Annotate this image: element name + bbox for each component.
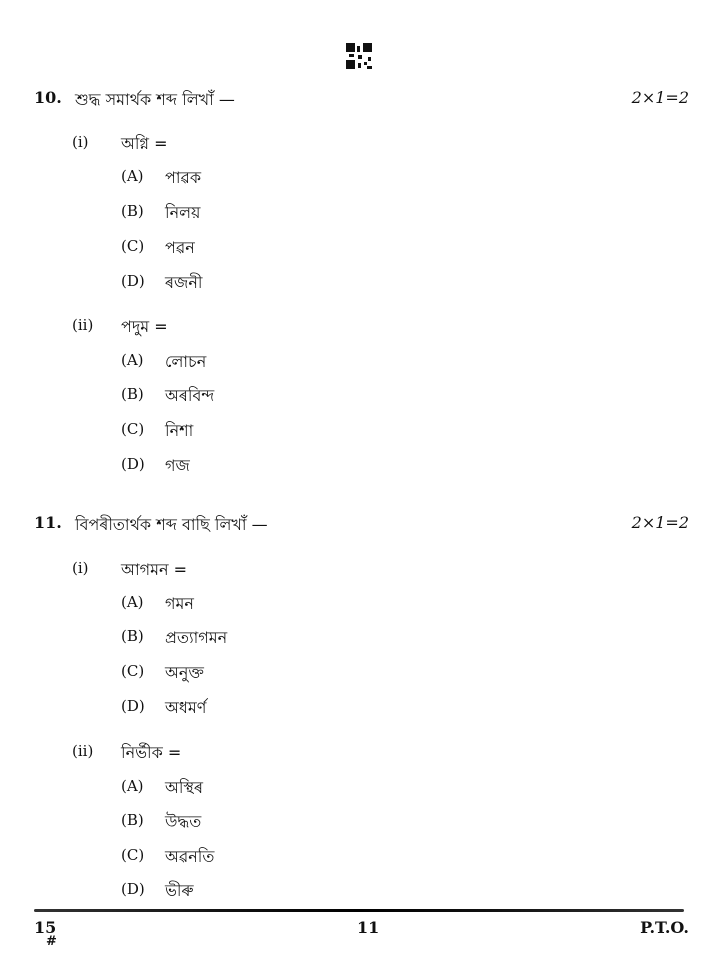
option-label: (A): [121, 777, 144, 795]
option-label: (B): [121, 627, 144, 645]
question-marks: 2×1=2: [631, 88, 689, 107]
subpart-text: নিৰ্ভীক =: [121, 743, 182, 762]
option-text: অৰবিন্দ: [165, 386, 215, 405]
option-text: নিলয়: [165, 203, 201, 222]
subpart-text: অগ্নি =: [121, 134, 168, 153]
option-text: ভীৰু: [165, 881, 194, 900]
option-text: নিশা: [165, 421, 194, 440]
option-label: (A): [121, 167, 144, 185]
option-label: (B): [121, 385, 144, 403]
question-text: বিপৰীতাৰ্থক শব্দ বাছি লিখাঁ —: [75, 515, 268, 534]
option-text: লোচন: [165, 352, 207, 371]
option-label: (B): [121, 202, 144, 220]
option-text: গজ: [165, 456, 190, 475]
footer-rule: [34, 909, 684, 912]
option-label: (D): [121, 697, 145, 715]
subpart-label: (i): [72, 133, 89, 151]
option-text: অস্থিৰ: [165, 778, 204, 797]
option-label: (D): [121, 880, 145, 898]
subpart-label: (ii): [72, 316, 94, 334]
question-marks: 2×1=2: [631, 513, 689, 532]
pto-label: P.T.O.: [640, 918, 689, 937]
option-text: অধমৰ্ণ: [165, 698, 207, 717]
question-number: 10.: [34, 88, 62, 107]
subpart-label: (ii): [72, 742, 94, 760]
qr-code: [346, 43, 372, 69]
footer-code-mark: #: [46, 934, 57, 949]
option-label: (D): [121, 272, 145, 290]
option-label: (B): [121, 811, 144, 829]
subpart-text: পদুম =: [121, 317, 168, 336]
option-text: উদ্ধত: [165, 812, 202, 831]
option-text: গমন: [165, 594, 194, 613]
option-label: (D): [121, 455, 145, 473]
option-text: অনুক্ত: [165, 663, 204, 682]
option-text: পাৱক: [165, 168, 202, 187]
option-label: (C): [121, 420, 145, 438]
option-label: (A): [121, 593, 144, 611]
page-number: 11: [357, 918, 380, 937]
option-label: (C): [121, 846, 145, 864]
option-label: (C): [121, 237, 145, 255]
option-text: অৱনতি: [165, 847, 215, 866]
subpart-text: আগমন =: [121, 560, 188, 579]
option-label: (C): [121, 662, 145, 680]
subpart-label: (i): [72, 559, 89, 577]
option-label: (A): [121, 351, 144, 369]
option-text: প্ৰত্যাগমন: [165, 628, 228, 647]
footer-code: 15: [34, 918, 57, 937]
option-text: পৱন: [165, 238, 195, 257]
question-text: শুদ্ধ সমাৰ্থক শব্দ লিখাঁ —: [75, 90, 235, 109]
option-text: ৰজনী: [165, 273, 203, 292]
question-number: 11.: [34, 513, 62, 532]
